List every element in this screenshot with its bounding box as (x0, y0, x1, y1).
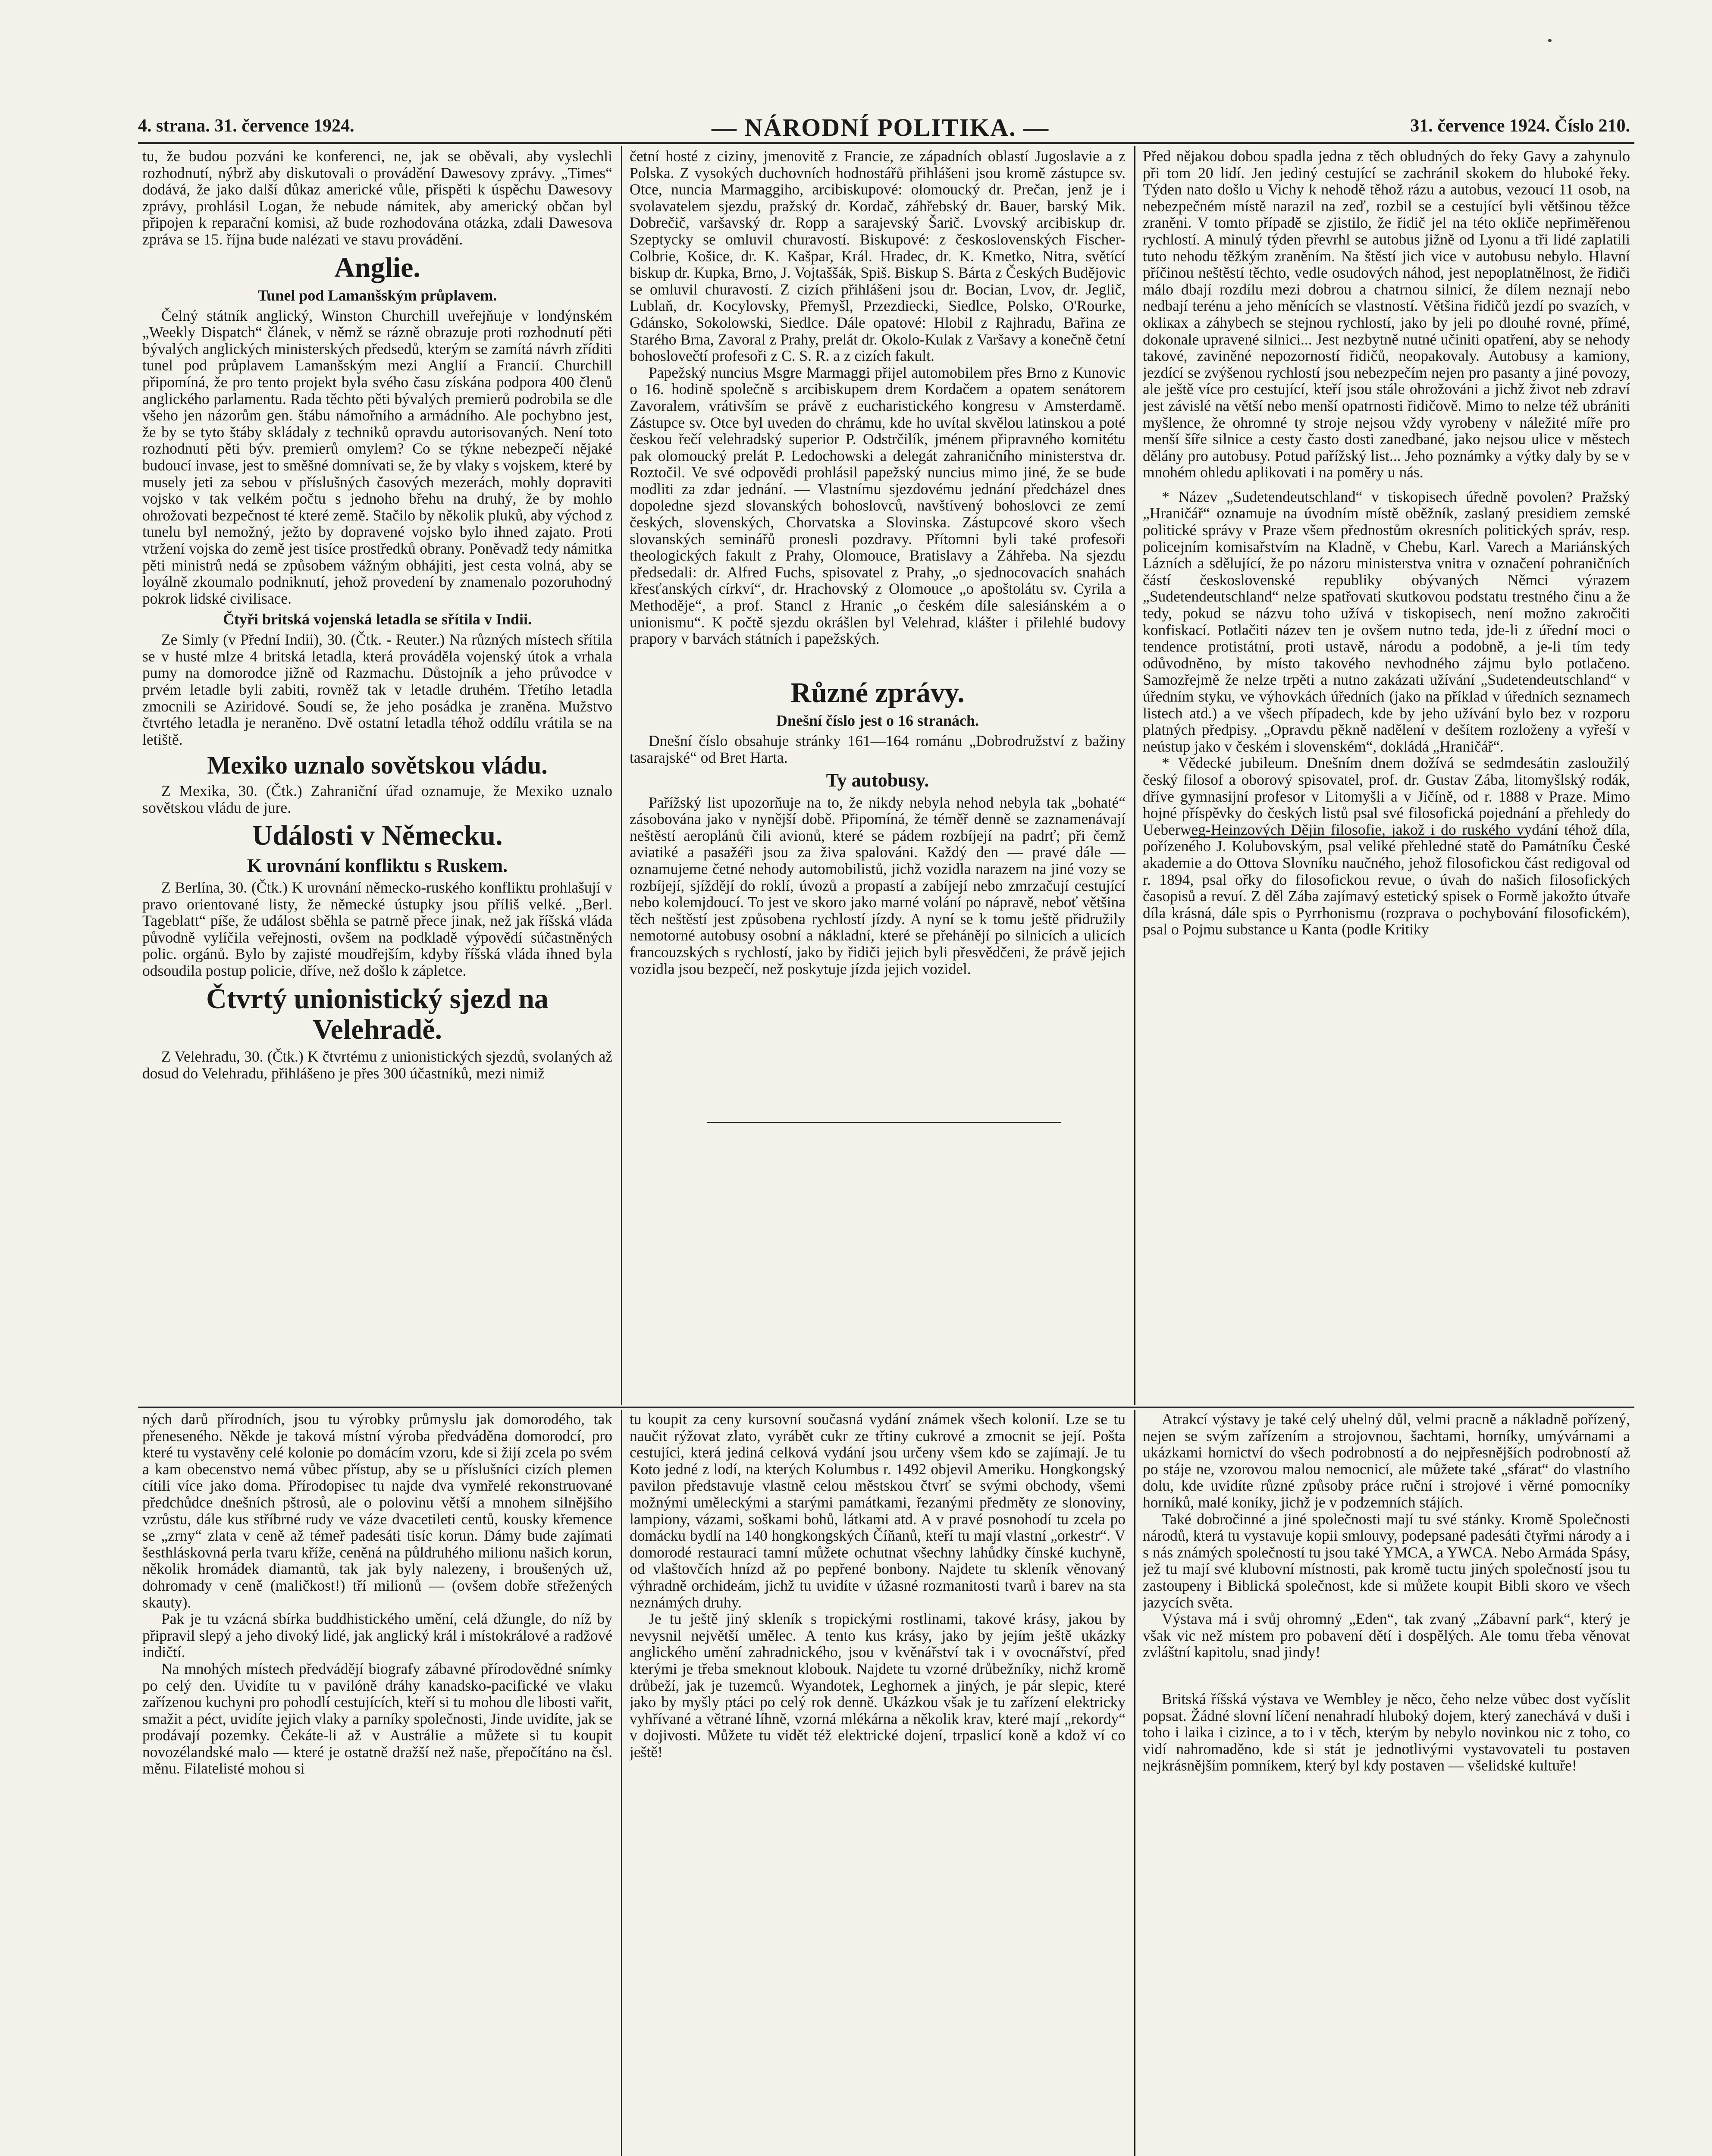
header-right: 31. července 1924. Číslo 210. (1410, 116, 1630, 136)
article-text: Čelný státník anglický, Winston Churchill uveřejňuje v londýnském „Weekly Dispatch“ článek, v němž se rázně obrazuje proti rozhodnutí pěti bývalých anglických ministerských předsedů, kterým se zamítá návrh zříditi tunel pod průplavem Lamanšským mezi Anglií a Francií. Churchill připomíná, že pro tento projekt byla svého času získána podpora 400 členů anglického parlamentu. Rada těchto pěti bývalých premierů podrobila se dle všeho jen názorům gen. štábu námořního a armádního. Ale pochybno jest, že by se tyto štáby skládaly z techniků opravdu autorisovaných. Není toto rozhodnutí pěti býv. premierů omylem? Co se týkne nebezpečí nějaké budoucí invase, jest to směšné domnívati se, že by vlaky s vojskem, které by musely jeti za sebou v příslušných časových mezerách, mohly dopraviti vojsko v tak velkém počtu s jednoho břehu na druhý, že by mohlo ohrožovati bezpečnost té které země. Stačilo by několik pluků, aby východ z tunelu byl nemožný, ježto by dopravené vojsko bylo ihned zajato. Proti vtržení vojska do země jest tisíce prostředků obrany. Poněvadž tedy námitka pěti ministrů nedá se způsobem vážným obhájiti, jest cesta volná, aby se loyálně zkoumalo podniknutí, jehož provedení by znamenalo pozoruhodný pokrok lidské civilisace. (142, 307, 612, 607)
article-subheading-urovnani: K urovnání konfliktu s Ruskem. (247, 855, 508, 876)
column-rule-2 (1134, 146, 1135, 1405)
notice-text: Dnešní číslo obsahuje stránky 161—164 románu „Dobrodružství z bažiny tasarajské“ od Bret Harta. (630, 732, 1126, 766)
bottom-column-3 (1143, 1411, 1630, 2156)
column-rule-1 (621, 146, 622, 1405)
article-text: Pařížský list upozorňuje na to, že nikdy nebyla nehod nebyla tak „bohaté“ zásobována jako v nynější době. Připomíná, že téměř denně se zaznamenávají neštěstí aeroplánů čili avionů, které se pádem rozbíjejí na padrť; při čemž aviatiké a pasažéři jsou za živa spalováni. Každý den — pravé dále — oznamujeme četné nehody automobilistů, jichž vozidla narazem na jiné vozy se rozbíjejí, sjíždějí do roklí, úvozů a propastí a zabíjejí nebo zmrzačují cestující nebo kolemjdoucí. To jest ve skoro jako marné volání po nápravě, neboť většina těch neštěstí jest způsobena rychlostí jízdy. A nyní se k tomu ještě přidružily nemotorné autobusy osobní a nákladní, které se přehánějí po silnicích a ulicích francouzských s rychlostí, jako by řidiči jejich byli přesvědčeni, že právě jejich vozidla jsou bezpečí, než poskytuje jízda jejich vozidel. (630, 793, 1126, 978)
article-heading-letadla: Čtyři britská vojenská letadla se sřítila v Indii. (223, 611, 532, 628)
section-rule (138, 1407, 1634, 1408)
section-heading-anglie: Anglie. (334, 251, 420, 283)
article-heading-udalosti: Události v Německu. (252, 820, 503, 852)
article-text-sudetendeutschland: * Název „Sudetendeutschland“ v tiskopisech úředně povolen? Pražský „Hraničář“ oznamuje na úvodním místě oběžník, zaslaný presidiem zemské politické správy v Praze všem přednostům okresních politických správ, resp. policejním komisařstvím na Kladně, v Chebu, Karl. Varech a Mariánských Lázních a sdělující, že po názoru ministerstva vnitra v označení pohraničních částí československé republiky obývaných Němci výrazem „Sudetendeutschland“ nelze spatřovati skutkovou podstatu trestného činu a že tedy, pokud se názvu toho užívá v tiskopisech, není možno zakročiti konfiskací. Potlačiti název ten je ovšem nutno teda, jde-li z úřední moci o tendence protistátní, proti ustavě, národu a podobně, a je-li tím tedy odůvodněno, by místo takového nevhodného zájmu bylo potlačeno. Samozřejmě že nelze trpěti a nutno zakázati užívání „Sudetendeutschland“ v úředním styku, ve výhovkách úředních (jako na příklad v úředních seznamech listech atd.) a ve všech případech, kde by jeho užívání bylo bez v rozporu platných předpisy. „Opravdu pěkně nadělení v dešítem rozloženy a vyřeší v neústup jako v českém i slovenském“, dokládá „Hraničář“. (1143, 488, 1630, 755)
feuilleton-text: Britská říšská výstava ve Wembley je něco, čeho nelze vůbec dost vyčíslit popsat. Žádné slovní líčení nenahradí hluboký dojem, který zanechává v duši i toho i laika i cizince, a to i v těch, kterým by nebylo novinkou nic z toho, co vidí nahromaděno, kde si stát je jednotlivými vystavovateli tu postaven nejkrásnějším pomníkem, který byl kdy postaven — všelidské kultuře! (1143, 1690, 1630, 1774)
bottom-column-2 (630, 1411, 1126, 2156)
feuilleton-text: ných darů přírodních, jsou tu výrobky průmyslu jak domorodého, tak přeneseného. Někde je taková místní výroba předváděna domorodcí, pro které tu vystavěny celé kolonie po domácím vzoru, kde si žijí zcela po svém a kam obecenstvo nemá vůbec přístup, aby se u příslušníci cizích plemen cítili více jako doma. Přírodopisec tu najde dva vymřelé rekonstruované předchůdce dnešních pštrosů, ale o polovinu větší a mnohem silnějšího vzrůstu, dále kus stříbrné rudy ve váze dvacetileti centů, kousky křemence se „zrny“ zlata v ceně až témeř padesáti tisíc korun. Dámy bude zajímati šesthláskovná perla tvaru kříže, ceněná na půldruhého milionu našich korun, několik hromádek diamantů, tak jak byly nalezeny, i broušených už, dohromady v ceně (maličkost!) tří milionů — (ovšem dobře střežených skauty). (142, 1411, 612, 1611)
article-heading-autobusy: Ty autobusy. (826, 770, 929, 791)
article-text: Z Berlína, 30. (Čtk.) K urovnání německo-ruského konfliktu prohlašují v pravo orientované listy, že německé ústupky jsou příliš velké. „Berl. Tageblatt“ píše, že událost sběhla se patrně přece jinak, než jak říšská vláda původně vylíčila veřejnosti, ovšem na podkladě výpovědí súčastněných polic. orgánů. Bylo by zajisté moudřejším, kdyby říšská vláda ihned byla odsoudila postup policie, dříve, než došlo k zápletce. (142, 879, 612, 979)
article-text: Z Mexika, 30. (Čtk.) Zahraniční úřad oznamuje, že Mexiko uznalo sovětskou vládu de jure. (142, 782, 612, 816)
feuilleton-text: Atrakcí výstavy je také celý uhelný důl, velmi pracně a nákladně pořízený, nejen se svým zařízením a strojovnou, šachtami, horníky, umývárnami a ukázkami hornictví do všech podrobností a do nejpřesnějších podrobností až po stáje ne, vzorovou malou nemocnicí, ale můžete také „sfárat“ do vlastního dolu, kde uvidíte různé způsoby práce ruční i strojové i věrné pomocníky horníků, malé koníky, jichž je v podzemních stájích. (1143, 1411, 1630, 1511)
feuilleton-text: Také dobročinné a jiné společnosti mají tu své stánky. Kromě Společnosti národů, která tu vystavuje kopii smlouvy, podepsané padesáti čtyřmi národy a i s nás známých společností tu jsou také YMCA, a YWCA. Nebo Armáda Spásy, jež tu mají své klubovní místnosti, pak kromě tuctu jiných společností jsou tu zastoupeny i Biblická společnost, kde si můžete koupit Bibli skoro ve všech jazycích světa. (1143, 1510, 1630, 1611)
feuilleton-text: Pak je tu vzácná sbírka buddhistického umění, celá džungle, do níž by připravil slepý a jeho divoký lidé, jak anglický král i místokrálové a radžové indičtí. (142, 1610, 612, 1661)
scan-speck (1548, 39, 1552, 42)
page-header (138, 113, 1630, 146)
article-text-jubileum: * Vědecké jubileum. Dnešním dnem dožívá se sedmdesátin zasloužilý český filosof a oborový spisovatel, prof. dr. Gustav Zába, litomyšlský rodák, dříve gymnasijní profesor v Litomyšli a v Jičíně, od r. 1888 v Praze. Mimo hojné příspěvky do českých listů psal své filosofická pojednání a přehledy do Ueberweg-Heinzových Dějin filosofie, jakož i do ruského vydání téhož díla, pořízeného J. Kolubovským, psal veliké přehledné statě do Památníku České akademie a do Ottova Slovníku naučného, jehož filosofickou část redigoval od r. 1894, psal ořky do filosofickou revue, o úvah do našich filosofických časopisů a revuí. Z děl Zába zajímavý estetický spisek o Formě jakožto útvaře díla krásná, dále spis o Pyrrhonismu (rozprava o pochybování filosofickém), psal o Pojmu substance u Kanta (podle Kritiky (1143, 754, 1630, 938)
feuilleton-text: tu koupit za ceny kursovní současná vydání známek všech kolonií. Lze se tu naučit rýžovat zlato, vyrábět cukr ze třtiny cukrové a zmocnit se její. Pošta cestujíci, která jediná celková vydání jsou určeny všem kdo se zajímají. Je tu Koto jedné z lodí, na kterých Kolumbus r. 1492 objevil Ameriku. Hongkongský pavilon představuje vlastně celou městskou čtvrť se svými obchody, všemi možnými uměleckými a starými památkami, řezanými předměty ze slonoviny, lampiony, vázami, soškami bohů, látkami atd. A v pravé posnohodí tu zcela po domácku bydlí na 140 hongkongských Číňanů, kteří tu mají vlastní „orkestr“. V domorodé restauraci tamní můžete ochutnat všechny lahůdky čínské kuchyně, od vlaštovčích hnízd až po pepřené bonbony. Najdete tu skleník věnovaný výhradně orchideám, jichž tu uvidíte v úžasné rozmanitosti tvarů i barev na sta neznámých druhy. (630, 1411, 1126, 1611)
article-heading-tunel: Tunel pod Lamanšským průplavem. (257, 286, 497, 304)
column-rule-4 (1134, 1410, 1135, 2156)
article-heading-velehrad: Čtvrtý unionistický sjezd na Velehradě. (206, 983, 549, 1045)
column-3 (1143, 148, 1630, 1404)
article-text: Před nějakou dobou spadla jedna z těch obludných do řeky Gavy a zahynulo při tom 20 lidí. Jen jediný cestující se zachránil skokem do hluboké řeky. Týden nato došlo u Vichy k nehodě těhož rázu a autobus, vezoucí 11 osob, na nebezpečném místě narazil na zeď, rozbil se a cestující byli většinou těžce zraněni. V tomto případě se zjistilo, že řidič jel na této okliče nepřiměřenou rychlostí. A minulý týden převrhl se autobus jižně od Lyonu a tři lidé zaplatili tuto nehodu těžkým zraněním. Na štěstí jich vice v autobusu nebylo. Hlavní příčinou neštěstí těchto, vedle osudových náhod, jest nepoplatnělnost, že řidiči málo dbají rozdílu mezi dobrou a chatrnou silnicí, že dílem neznají nebo nedbají terénu a jeho měnících se vlastností. Většina řidičů jezdí po svazích, v okliках a záhybech se stejnou rychlostí, jako by jeli po dlouhé rovné, přímé, dokonale upravené silnici... Jest nezbytně nutné učiniti opatření, aby se nehody takové, zaviněné nepozorností řidičů, neopakovaly. Autobusy a kamiony, jezdící se zvýšenou rychlostí jsou nebezpečím nejen pro pasanty a jiné povozy, ale ještě více pro cestující, kteří jsou stále ohrožováni a jichž život neb zdraví jest závislé na větší nebo menší opatrnosti řidičově. Mimo to nelze též ubrániti myšlence, že ohromné ty stroje nejsou vždy vyrobeny v náležité míře pro menší šíře silnice a cesty často dosti zanedbané, jako nejsou ulice v městech dělány pro autobusy. Potud pařížský list... Jeho poznámky a výtky daly by se v mnohém ohledu aplikovati i na poměry u nás. (1143, 148, 1630, 481)
article-heading-mexiko: Mexiko uznalo sovětskou vládu. (207, 751, 548, 780)
header-left: 4. strana. 31. července 1924. (138, 116, 354, 136)
bottom-column-1 (142, 1411, 612, 2156)
article-text: tu, že budou pozváni ke konferenci, ne, jak se oběvali, aby vyslechli rozhodnutí, nýbrž aby diskutovali o provádění Dawesovy zprávy. „Times“ dodává, že jako další důkaz americké vůle, přispěti k úspěchu Dawesovy zprávy, prohlásil Logan, že nebude námitek, aby americký občan byl připojen k reparační komisi, až bude rozhodována otázka, zdali Dawesova zpráva se 15. října bude nalézati ve stavu provádění. (142, 148, 612, 248)
column-2 (630, 148, 1126, 1404)
feuilleton-text: Na mnohých místech předvádějí biografy zábavné přírodovědné snímky po celý den. Uvidíte tu v pavilóně dráhy kanadsko-pacifické ve vlaku zařízenou kuchyni pro pohodlí cestujících, kteří si tu mohou dle libosti vařit, smažit a péct, uvidíte jejich vlaky a parníky společnosti, Jinde uvidíte, jak se prodávají pozemky. Čekáte-li až v Austrálie a můžete si tu koupit novozélandské malo — které je ostatně dražší než naše, přepočítáno na čsl. měnu. Filatelisté mohou si (142, 1660, 612, 1777)
notice-heading: Dnešní číslo jest o 16 stranách. (776, 712, 979, 730)
article-text: Papežský nuncius Msgre Marmaggi přijel automobilem přes Brno z Kunovic o 16. hodině společně s arcibiskupem drem Kordačem a opatem senátorem Zavoralem, vrátivším se právě z eucharistického kongresu v Amsterdamě. Zástupce sv. Otce byl uveden do chrámu, kde ho uvítal skvělou latinskou a poté českou řečí velehradský superior P. Odstrčilík, jménem připravného komitétu pak olomoucký prelát P. Ledochowski a delegát zahraničního ministerstva dr. Roztočil. Ve své odpovědi prohlásil papežský nuncius mimo jiné, že se bude modliti za zdar jednání. — Vlastnímu sjezdovému jednání předcházel dnes dopoledne sjezd slovanských bohoslovců, navštívený bohoslovci ze zemí českých, slovenských, Chorvatska a Slovinska. Zástupcové skoro všech slovanských seminářů pronesli pozdravy. Přítomni byli také profesoři theologických fakult z Prahy, Olomouce, Bratislavy a Záhřeba. Na sjezdu předsedali: dr. Alfred Fuchs, spisovatel z Prahy, „o sjednocovacích snahách křesťanských církví“, dr. Hrachovský z Olomouce „o apoštolátu sv. Cyrila a Methoděje“, a prof. Stancl z Hranic „o českém díle salesiánském a o unionismu“. K počtě sjezdu okrášlen byl Velehrad, klášter i přilehlé budovy prapory v barvách státních i papežských. (630, 364, 1126, 648)
column-1 (142, 148, 612, 1404)
masthead-title: — NÁRODNÍ POLITIKA. — (712, 113, 1050, 141)
article-text: četní hosté z ciziny, jmenovitě z Francie, ze západních oblastí Jugoslavie a z Polska. Z vysokých duchovních hodnostářů přihlášeni jsou kromě zástupce sv. Otce, nuncia Marmaggiho, arcibiskupové: olomoucký dr. Prečan, jenž je i svolavatelem sjezdu, pražský dr. Kordač, záhřebský dr. Bauer, barský Mik. Dobrečič, varšavský dr. Ropp a sarajevský Šarič. Lvovský arcibiskup dr. Szeptycky se omluvil churavostí. Biskupové: z československých Fischer-Colbrie, Košice, dr. K. Kašpar, Král. Hradec, dr. K. Kmetko, Nitra, světící biskup dr. Kupka, Brno, J. Vojtaššák, Spiš. Biskup S. Bárta z Českých Budějovic se omluvil churavostí. Z cizích přihlášeni jsou dr. Bocian, Lvov, dr. Jeglič, Lublaň, dr. Kocylovsky, Přemyšl, Przezdiecki, Siedlce, Polsko, O'Rourke, Gdánsko, Sokolowski, Siedlce. Dále opatové: Hlobil z Rajhradu, Bařina ze Starého Brna, Zavoral z Prahy, prelát dr. Okolo-Kulak z Varšavy a konečně četní bohoslovečtí profesoři z C. S. R. a z cizích fakult. (630, 148, 1126, 365)
feuilleton-text: Je tu ještě jiný skleník s tropickými rostlinami, takové krásy, jakou by nevysnil největší umělec. A tento kus krásy, jako by jejím ještě ukázky anglického umění zahradnického, jsou v kvěnářství tak i v ovocnářství, před kterými je třeba smeknout klobouk. Najdete tu vzorné drůbežníky, nichž kromě drůbeží, jak je tuzemců. Wyandotek, Leghornek a jiných, je pár slepic, které jako by myšly ptáci po celý rok denně. Ukázkou však je tu zařízení elektricky vyhřívané a větrané líhně, vzorná mlékárna a několik krav, které mají „rekordy“ v dojivosti. Můžete tu vidět též elektrické dojení, trpaslicí koně a kdož ví co ještě! (630, 1610, 1126, 1761)
section-heading-ruzne: Různé zprávy. (790, 677, 965, 708)
column-rule-3 (621, 1410, 622, 2156)
article-text: Ze Simly (v Přední Indii), 30. (Čtk. - Reuter.) Na různých místech sřítila se v husté mlze 4 britská letadla, která prováděla vojenský útok a vrhala pumy na domorodce jižně od Razmachu. Důstojník a jeho průvodce v prvém letadle byli zabiti, rovněž tak v letadle druhém. Třetího letadla zmocnili se Aziridové. Soudí se, že jeho posádka je zraněna. Mužstvo čtvrtého letadla je neraněno. Dvě ostatní letadla téhož oddílu vrátila se na letiště. (142, 631, 612, 748)
feuilleton-text: Výstava má i svůj ohromný „Eden“, tak zvaný „Zábavní park“, který je však vic než místem pro pobavení dětí i dospělých. Ale tomu třeba věnovat zvláštní kapitolu, snad jindy! (1143, 1610, 1630, 1661)
article-text: Z Velehradu, 30. (Čtk.) K čtvrtému z unionistických sjezdů, svolaných až dosud do Velehradu, přihlášeno je přes 300 účastníků, mezi nimiž (142, 1048, 612, 1082)
header-rule (138, 142, 1634, 144)
